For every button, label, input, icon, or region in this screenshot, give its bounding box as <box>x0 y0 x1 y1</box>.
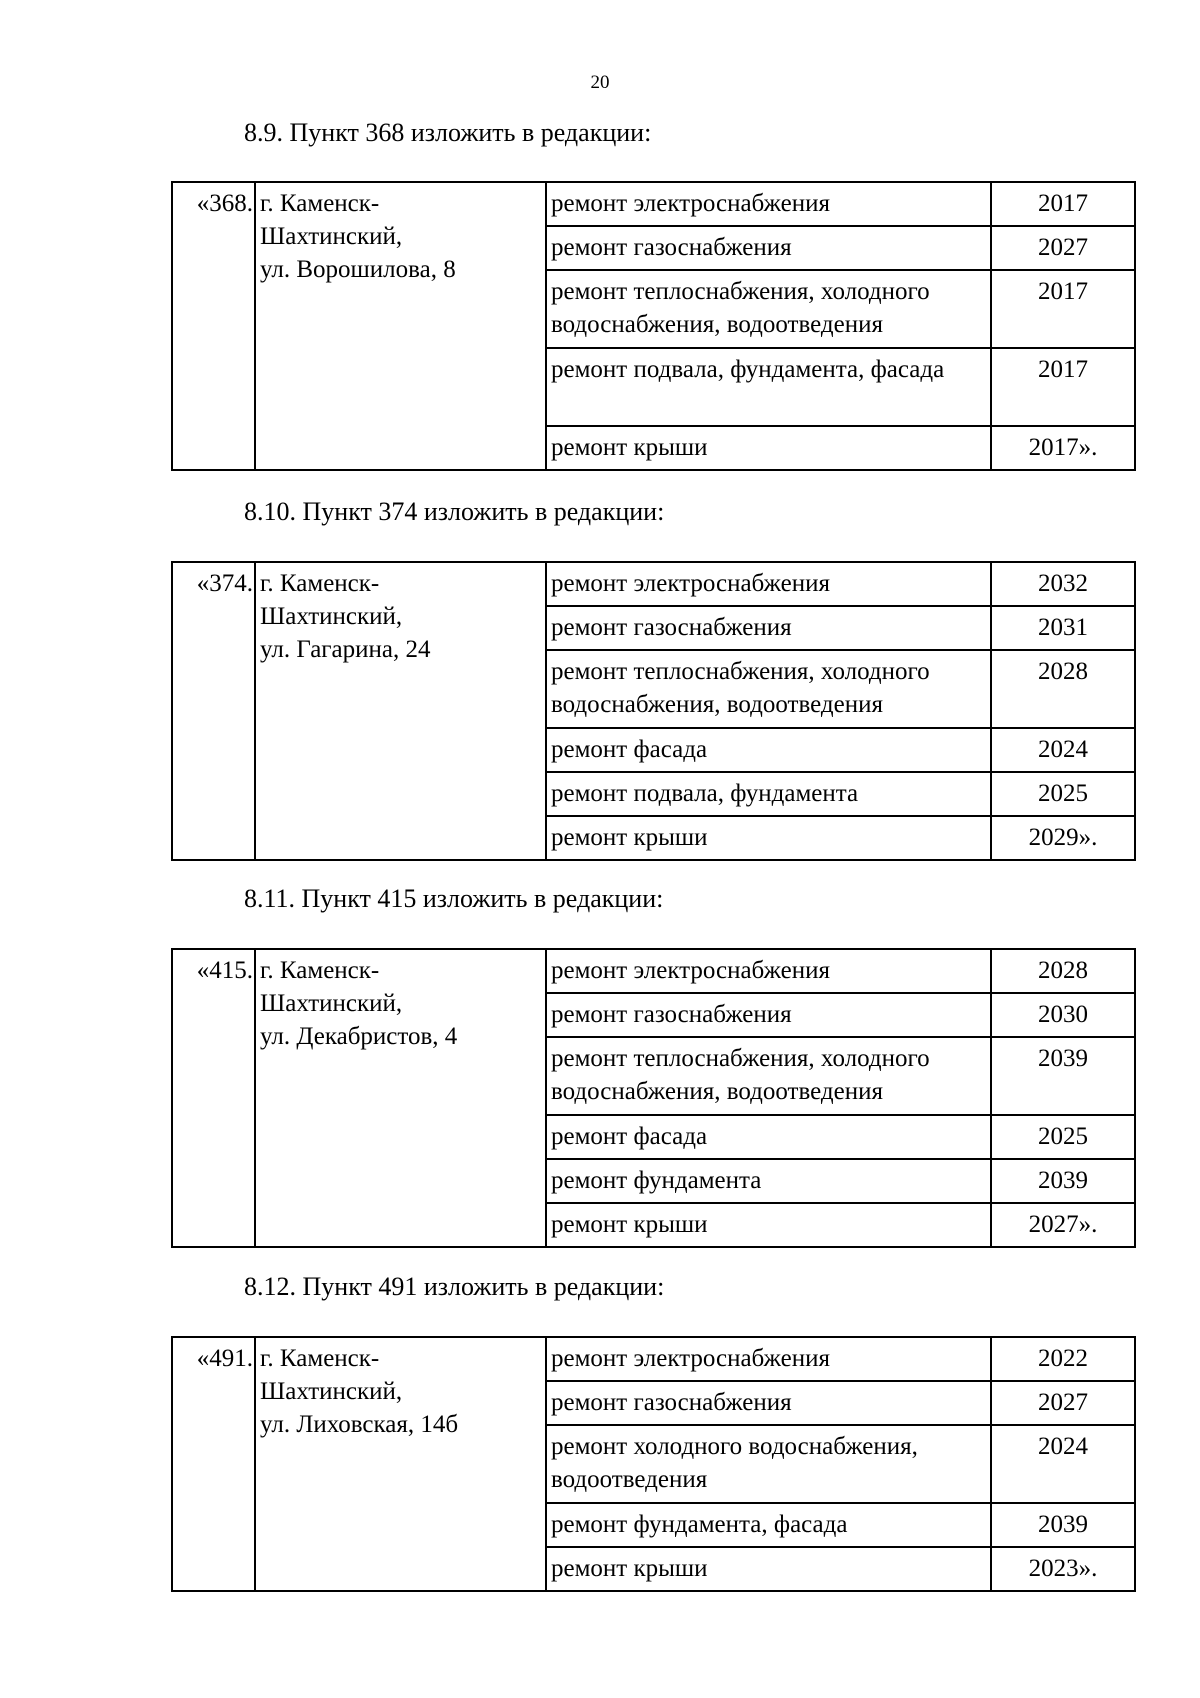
item-number: «415. <box>172 949 255 1247</box>
address-line: г. Каменск- <box>260 1345 380 1372</box>
work-type: ремонт электроснабжения <box>546 182 991 226</box>
item-address <box>255 182 546 470</box>
work-year: 2017 <box>991 348 1135 426</box>
address-line: Шахтинский, <box>260 603 403 630</box>
address-line: Шахтинский, <box>260 1378 403 1405</box>
work-year: 2039 <box>991 1503 1135 1547</box>
work-year: 2024 <box>991 728 1135 772</box>
work-type: ремонт газоснабжения <box>546 1381 991 1425</box>
work-type: ремонт электроснабжения <box>546 562 991 606</box>
work-year: 2028 <box>991 650 1135 728</box>
section-heading: 8.12. Пункт 491 изложить в редакции: <box>244 1272 665 1301</box>
work-type: ремонт подвала, фундамента <box>546 772 991 816</box>
address-line: г. Каменск- <box>260 570 380 597</box>
work-year: 2031 <box>991 606 1135 650</box>
work-year: 2025 <box>991 1115 1135 1159</box>
work-type: ремонт крыши <box>546 1203 991 1247</box>
work-type: ремонт крыши <box>546 1547 991 1591</box>
table-row <box>172 949 1135 993</box>
item-number: «368. <box>172 182 255 470</box>
work-type: ремонт электроснабжения <box>546 949 991 993</box>
work-type: ремонт газоснабжения <box>546 606 991 650</box>
work-type: ремонт электроснабжения <box>546 1337 991 1381</box>
work-type: ремонт крыши <box>546 816 991 860</box>
work-type: ремонт газоснабжения <box>546 226 991 270</box>
address-line: ул. Декабристов, 4 <box>260 1023 458 1050</box>
section-heading: 8.11. Пункт 415 изложить в редакции: <box>244 884 664 913</box>
item-address <box>255 562 546 860</box>
section-heading: 8.9. Пункт 368 изложить в редакции: <box>244 118 652 147</box>
table-row <box>172 1337 1135 1381</box>
item-table <box>171 1336 1136 1592</box>
work-year: 2039 <box>991 1159 1135 1203</box>
address-line: ул. Гагарина, 24 <box>260 636 431 663</box>
address-line: ул. Лиховская, 14б <box>260 1411 459 1438</box>
work-type: ремонт теплоснабжения, холодного водоснабжения, водоотведения <box>546 1037 991 1115</box>
work-type: ремонт теплоснабжения, холодного водоснабжения, водоотведения <box>546 650 991 728</box>
work-year: 2017 <box>991 182 1135 226</box>
work-type: ремонт фасада <box>546 1115 991 1159</box>
address-line: ул. Ворошилова, 8 <box>260 256 456 283</box>
section-heading: 8.10. Пункт 374 изложить в редакции: <box>244 497 665 526</box>
work-type: ремонт фасада <box>546 728 991 772</box>
work-year: 2032 <box>991 562 1135 606</box>
work-type: ремонт фундамента, фасада <box>546 1503 991 1547</box>
item-number: «491. <box>172 1337 255 1591</box>
table-row <box>172 182 1135 226</box>
work-year: 2027 <box>991 226 1135 270</box>
item-table <box>171 181 1136 471</box>
work-year: 2028 <box>991 949 1135 993</box>
work-year: 2022 <box>991 1337 1135 1381</box>
work-year: 2017 <box>991 270 1135 348</box>
address-line: Шахтинский, <box>260 223 403 250</box>
address-line: г. Каменск- <box>260 190 380 217</box>
work-year: 2027». <box>991 1203 1135 1247</box>
address-line: г. Каменск- <box>260 957 380 984</box>
work-type: ремонт подвала, фундамента, фасада <box>546 348 991 426</box>
work-year: 2024 <box>991 1425 1135 1503</box>
item-table <box>171 561 1136 861</box>
work-year: 2030 <box>991 993 1135 1037</box>
item-address <box>255 949 546 1247</box>
work-type: ремонт газоснабжения <box>546 993 991 1037</box>
table-row <box>172 562 1135 606</box>
work-year: 2039 <box>991 1037 1135 1115</box>
work-type: ремонт холодного водоснабжения, водоотведения <box>546 1425 991 1503</box>
address-line: Шахтинский, <box>260 990 403 1017</box>
item-address <box>255 1337 546 1591</box>
work-year: 2025 <box>991 772 1135 816</box>
work-year: 2029». <box>991 816 1135 860</box>
work-type: ремонт крыши <box>546 426 991 470</box>
work-year: 2027 <box>991 1381 1135 1425</box>
work-type: ремонт теплоснабжения, холодного водоснабжения, водоотведения <box>546 270 991 348</box>
work-type: ремонт фундамента <box>546 1159 991 1203</box>
work-year: 2017». <box>991 426 1135 470</box>
page-number: 20 <box>590 72 610 93</box>
item-table <box>171 948 1136 1248</box>
item-number: «374. <box>172 562 255 860</box>
work-year: 2023». <box>991 1547 1135 1591</box>
